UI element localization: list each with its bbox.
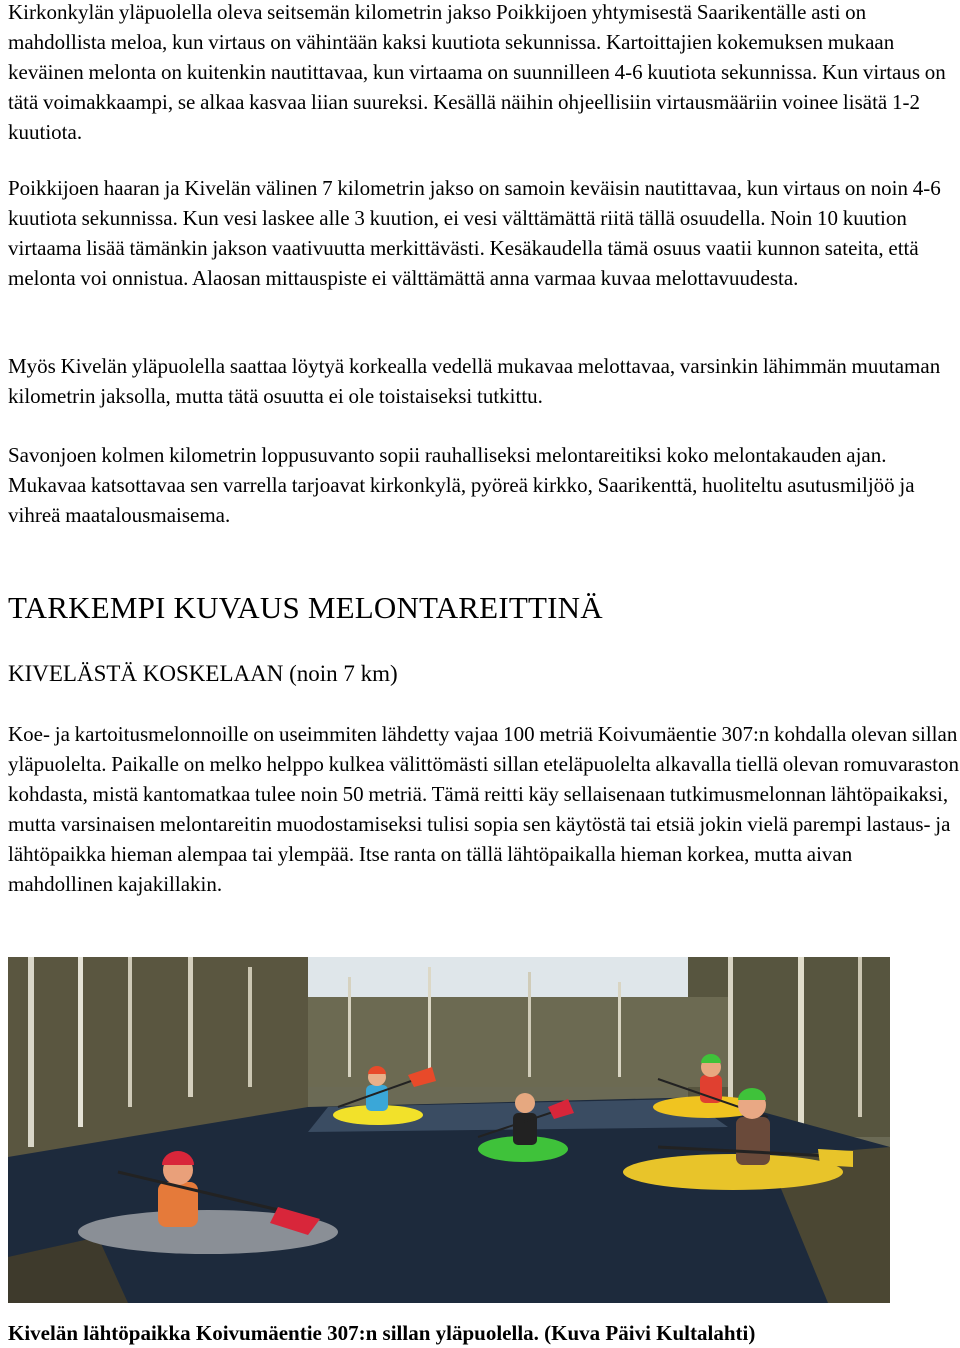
route-paragraph: Koe- ja kartoitusmelonnoille on useimmiten lähdetty vajaa 100 metriä Koivumäentie 307:n kohdalla olevan sillan yläpuolelta. Paikalle on melko helppo kulkea välittömästi sillan eteläpuolelta alkavalla tiellä olevan romuvaraston kohdasta, mistä kantomatkaa tulee noin 50 metriä. Tämä reitti käy sellaisenaan tutkimusmelonnan lähtöpaikaksi, mutta varsinaisen melontareitin muodostamiseksi tulisi sopia sen käytöstä tai etsiä jokin vielä parempi lastaus- ja lähtöpaikka hieman alempaa tai ylempää. Itse ranta on tällä lähtöpaikalla hieman korkea, mutta aivan mahdollinen kajakillakin.	[8, 722, 959, 896]
paragraph-2: Poikkijoen haaran ja Kivelän välinen 7 kilometrin jakso on samoin keväisin nautittavaa, kun virtaus on noin 4-6 kuutiota sekunnissa. Kun vesi laskee alle 3 kuution, ei vesi välttämättä riitä tällä osuudella. Noin 10 kuution virtaama lisää tämänkin jakson vaativuutta merkittävästi. Kesäkaudella tämä osuus vaatii kunnon sateita, että melonta voi onnistua. Alaosan mittauspiste ei välttämättä anna varmaa kuvaa melottavuudesta.	[8, 176, 941, 290]
route-subheading: KIVELÄSTÄ KOSKELAAN (noin 7 km)	[8, 661, 398, 686]
paragraph-4: Savonjoen kolmen kilometrin loppusuvanto sopii rauhalliseksi melontareitiksi koko melontakauden ajan. Mukavaa katsottavaa sen varrella tarjoavat kirkonkylä, pyöreä kirkko, Saarikenttä, huoliteltu asutusmiljöö ja vihreä maatalousmaisema.	[8, 443, 915, 527]
photo-illustration	[8, 957, 890, 1303]
section-heading: TARKEMPI KUVAUS MELONTAREITTINÄ	[8, 590, 603, 625]
paragraph-3: Myös Kivelän yläpuolella saattaa löytyä korkealla vedellä mukavaa melottavaa, varsinkin lähimmän muutaman kilometrin jaksolla, mutta tätä osuutta ei ole toistaiseksi tutkittu.	[8, 354, 941, 408]
paragraph-1: Kirkonkylän yläpuolella oleva seitsemän kilometrin jakso Poikkijoen yhtymisestä Saarikentälle asti on mahdollista meloa, kun virtaus on vähintään kaksi kuutiota sekunnissa. Kartoittajien kokemuksen mukaan keväinen melonta on kuitenkin nautittavaa, kun virtaama on suunnilleen 4-6 kuutiota sekunnissa. Kun virtaus on tätä voimakkaampi, se alkaa kasvaa liian suureksi. Kesällä näihin ohjeellisiin virtausmääriin voinee lisätä 1-2 kuutiota.	[8, 0, 946, 144]
kayakers-photo	[8, 957, 890, 1303]
photo-caption: Kivelän lähtöpaikka Koivumäentie 307:n sillan yläpuolella. (Kuva Päivi Kultalahti)	[8, 1321, 756, 1345]
